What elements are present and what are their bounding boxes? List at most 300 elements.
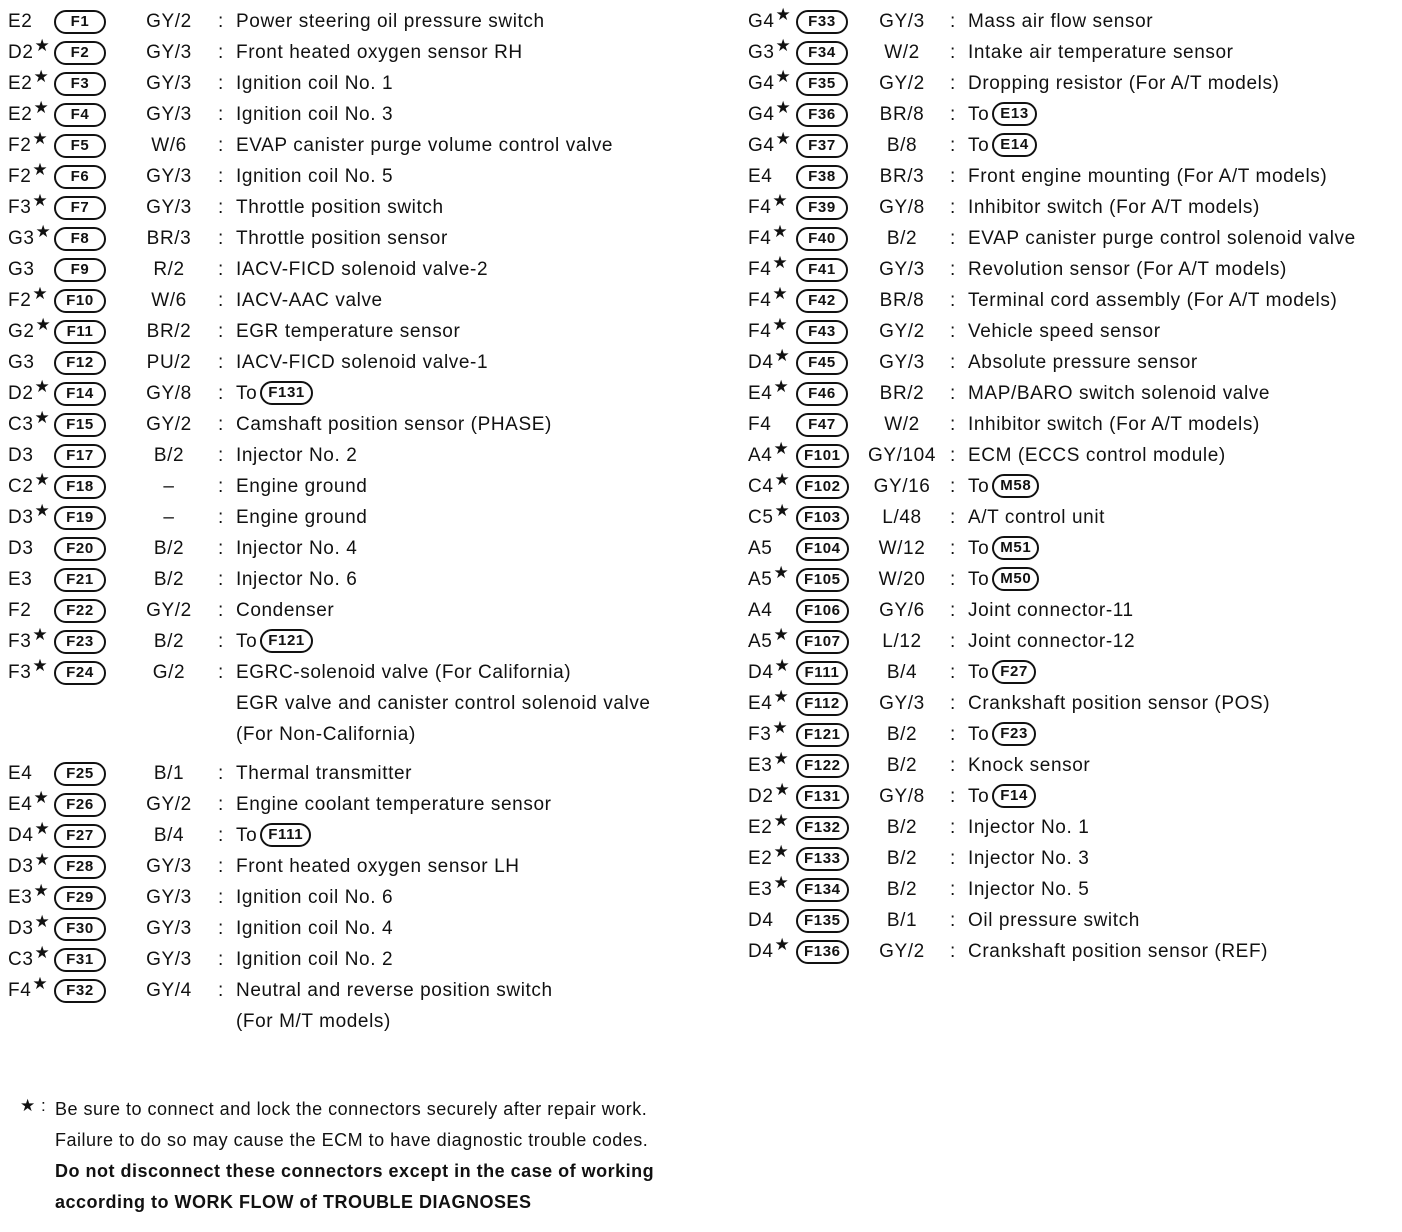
wire-spec: G/2 (152, 662, 186, 683)
separator-colon: : (950, 755, 956, 776)
connector-number: F20 (54, 537, 106, 561)
connector-badge-wrap (796, 316, 854, 347)
grid-location-text: E4 (8, 794, 33, 815)
description-line: Ignition coil No. 5 (236, 166, 394, 187)
connector-badge-wrap (796, 68, 854, 99)
referenced-connector: F23 (992, 722, 1036, 746)
connector-row (8, 192, 708, 223)
connector-description (236, 285, 708, 316)
connector-row (8, 223, 708, 254)
connector-row (748, 905, 1398, 936)
description-line: Injector No. 1 (968, 817, 1090, 838)
connector-number: F111 (796, 661, 848, 685)
connector-number: F17 (54, 444, 106, 468)
connector-number: F22 (54, 599, 106, 623)
grid-location (8, 99, 54, 130)
wire-spec: GY/104 (867, 445, 937, 466)
description-line: Thermal transmitter (236, 763, 413, 784)
grid-location-text: E2 (748, 817, 773, 838)
separator-colon: : (950, 259, 956, 280)
grid-location (8, 254, 54, 285)
separator-colon: : (218, 228, 224, 249)
connector-number: F35 (796, 72, 848, 96)
separator-colon: : (218, 42, 224, 63)
grid-location (8, 471, 54, 502)
connector-number: F27 (54, 824, 106, 848)
connector-number: F122 (796, 754, 849, 778)
star-icon: ★ (32, 974, 49, 993)
connector-row (748, 812, 1398, 843)
grid-location-text: C4 (748, 476, 774, 497)
star-icon: ★ (772, 191, 789, 210)
description-line: Camshaft position sensor (PHASE) (236, 414, 552, 435)
grid-location (748, 564, 796, 595)
description-text: To (968, 786, 990, 807)
wire-spec: GY/2 (146, 600, 192, 621)
connector-row (8, 471, 708, 502)
grid-location (8, 440, 54, 471)
connector-badge-wrap (796, 347, 854, 378)
grid-location (748, 626, 796, 657)
connector-description (968, 874, 1398, 905)
grid-location-text: F4 (748, 414, 772, 435)
star-icon: ★ (33, 67, 50, 86)
description-line: EVAP canister purge control solenoid valve (968, 228, 1356, 249)
wire-spec: GY/3 (146, 42, 192, 63)
description-text: To (968, 662, 990, 683)
connector-description (236, 161, 708, 192)
connector-number: F8 (54, 227, 106, 251)
connector-description (968, 37, 1398, 68)
connector-badge-wrap (796, 595, 854, 626)
connector-description (968, 502, 1398, 533)
star-icon: ★ (32, 656, 49, 675)
description-line (236, 378, 708, 409)
connector-badge-wrap (54, 440, 120, 471)
connector-number: F47 (796, 413, 848, 437)
connector-badge-wrap (54, 595, 120, 626)
connector-badge-wrap (54, 944, 120, 975)
description-line: Joint connector-12 (968, 631, 1136, 652)
connector-badge-wrap (54, 254, 120, 285)
grid-location (748, 254, 796, 285)
wire-spec: – (163, 476, 175, 497)
separator-colon: : (218, 197, 224, 218)
connector-row (748, 874, 1398, 905)
separator-colon: : (950, 321, 956, 342)
star-icon: ★ (774, 501, 791, 520)
connector-number: F102 (796, 475, 849, 499)
connector-row (748, 533, 1398, 564)
connector-badge-wrap (796, 409, 854, 440)
connector-row (8, 626, 708, 657)
grid-location (748, 781, 796, 812)
connector-row (748, 192, 1398, 223)
description-line: Joint connector-11 (968, 600, 1134, 621)
connector-number: F105 (796, 568, 849, 592)
grid-location (748, 471, 796, 502)
description-line: Vehicle speed sensor (968, 321, 1161, 342)
connector-number: F133 (796, 847, 849, 871)
star-icon: ★ (32, 625, 49, 644)
connector-description (236, 533, 708, 564)
grid-location-text: D4 (748, 352, 774, 373)
grid-location-text: D2 (748, 786, 774, 807)
connector-description (968, 688, 1398, 719)
description-line: Front engine mounting (For A/T models) (968, 166, 1328, 187)
description-line: Condenser (236, 600, 335, 621)
connector-badge-wrap (54, 192, 120, 223)
description-line: Crankshaft position sensor (REF) (968, 941, 1269, 962)
description-line: EGR temperature sensor (236, 321, 461, 342)
grid-location-text: A4 (748, 600, 773, 621)
connector-number: F24 (54, 661, 106, 685)
star-icon: ★ (34, 943, 51, 962)
connector-description (236, 378, 708, 409)
connector-description (236, 626, 708, 657)
grid-location-text: A4 (748, 445, 773, 466)
description-line: Throttle position sensor (236, 228, 448, 249)
separator-colon: : (950, 197, 956, 218)
referenced-connector: E14 (992, 133, 1037, 157)
wire-spec: BR/3 (146, 228, 192, 249)
wire-spec: B/4 (886, 662, 918, 683)
grid-location-text: G3 (8, 259, 35, 280)
connector-description (968, 657, 1398, 688)
wire-spec: – (163, 507, 175, 528)
referenced-connector: F111 (260, 823, 311, 847)
star-icon: ★ (773, 563, 790, 582)
referenced-connector: F14 (992, 784, 1036, 808)
separator-colon: : (950, 538, 956, 559)
wire-spec: B/2 (886, 755, 918, 776)
connector-row (8, 347, 708, 378)
connector-number: F131 (796, 785, 849, 809)
description-text: To (968, 476, 990, 497)
connector-description (968, 936, 1398, 967)
connector-number: F101 (796, 444, 849, 468)
wire-spec: W/2 (884, 414, 920, 435)
grid-location (748, 502, 796, 533)
grid-location (8, 161, 54, 192)
connector-number: F28 (54, 855, 106, 879)
separator-colon: : (950, 941, 956, 962)
separator-colon: : (218, 11, 224, 32)
connector-badge-wrap (54, 758, 120, 789)
wire-spec: GY/3 (879, 11, 925, 32)
connector-description (236, 975, 708, 1037)
grid-location-text: D2 (8, 42, 34, 63)
wire-spec: BR/8 (879, 290, 925, 311)
wire-spec: B/1 (886, 910, 918, 931)
referenced-connector: M58 (992, 474, 1039, 498)
separator-colon: : (950, 879, 956, 900)
connector-badge-wrap (54, 471, 120, 502)
grid-location-text: E4 (748, 166, 773, 187)
connector-badge-wrap (54, 851, 120, 882)
wire-spec: GY/3 (879, 352, 925, 373)
connector-row (748, 781, 1398, 812)
connector-row (748, 37, 1398, 68)
separator-colon: : (950, 104, 956, 125)
connector-number: F39 (796, 196, 848, 220)
description-text: To (968, 569, 990, 590)
connector-description (968, 316, 1398, 347)
wire-spec: L/12 (882, 631, 922, 652)
separator-colon: : (218, 569, 224, 590)
connector-number: F18 (54, 475, 106, 499)
grid-location (748, 99, 796, 130)
description-line: Knock sensor (968, 755, 1091, 776)
separator-colon: : (218, 476, 224, 497)
grid-location (748, 750, 796, 781)
grid-location (748, 874, 796, 905)
connector-number: F23 (54, 630, 106, 654)
connector-badge-wrap (54, 789, 120, 820)
grid-location (8, 975, 54, 1006)
description-line: Terminal cord assembly (For A/T models) (968, 290, 1338, 311)
star-icon: ★ (34, 408, 51, 427)
connector-badge-wrap (796, 502, 854, 533)
star-icon: ★ (774, 470, 791, 489)
connector-row (748, 502, 1398, 533)
connector-badge-wrap (54, 882, 120, 913)
grid-location-text: D4 (748, 662, 774, 683)
connector-badge-wrap (54, 913, 120, 944)
connector-badge-wrap (54, 533, 120, 564)
connector-description (236, 944, 708, 975)
grid-location (8, 944, 54, 975)
description-line: Absolute pressure sensor (968, 352, 1198, 373)
connector-row (8, 37, 708, 68)
grid-location-text: F3 (8, 631, 32, 652)
connector-description (236, 657, 708, 750)
grid-location-text: D4 (8, 825, 34, 846)
connector-row (8, 789, 708, 820)
grid-location-text: E2 (8, 11, 33, 32)
grid-location (8, 626, 54, 657)
description-line: MAP/BARO switch solenoid valve (968, 383, 1271, 404)
grid-location (8, 378, 54, 409)
separator-colon: : (950, 848, 956, 869)
connector-description (236, 851, 708, 882)
description-text: To (236, 631, 258, 652)
connector-badge-wrap (54, 975, 120, 1006)
connector-number: F45 (796, 351, 848, 375)
grid-location (748, 316, 796, 347)
star-icon: ★ (32, 284, 49, 303)
description-line: ECM (ECCS control module) (968, 445, 1226, 466)
wire-spec: R/2 (153, 259, 185, 280)
separator-colon: : (950, 569, 956, 590)
separator-colon: : (218, 980, 224, 1001)
connector-number: F25 (54, 762, 106, 786)
connector-row (748, 285, 1398, 316)
grid-location-text: F2 (8, 290, 32, 311)
grid-location (8, 223, 54, 254)
wire-spec: W/12 (878, 538, 926, 559)
star-icon: ★ (775, 98, 792, 117)
connector-badge-wrap (796, 471, 854, 502)
connector-row (8, 882, 708, 913)
grid-location-text: G4 (748, 104, 775, 125)
star-icon: ★ (773, 625, 790, 644)
star-icon: ★ (775, 5, 792, 24)
separator-colon: : (218, 887, 224, 908)
connector-badge-wrap (796, 843, 854, 874)
connector-description (236, 913, 708, 944)
description-line: Ignition coil No. 3 (236, 104, 394, 125)
separator-colon: : (218, 135, 224, 156)
connector-number: F31 (54, 948, 106, 972)
star-icon: ★ (775, 129, 792, 148)
connector-row (8, 564, 708, 595)
connector-row (8, 6, 708, 37)
grid-location-text: G2 (8, 321, 35, 342)
grid-location (748, 347, 796, 378)
grid-location (8, 913, 54, 944)
connector-badge-wrap (796, 688, 854, 719)
connector-row (8, 285, 708, 316)
separator-colon: : (218, 259, 224, 280)
separator-colon: : (218, 856, 224, 877)
separator-colon: : (950, 73, 956, 94)
connector-badge-wrap (796, 37, 854, 68)
footnote-warning-line-2: according to WORK FLOW of TROUBLE DIAGNOSES (55, 1192, 532, 1212)
connector-badge-wrap (796, 564, 854, 595)
wire-spec: BR/2 (879, 383, 925, 404)
description-line: Ignition coil No. 1 (236, 73, 394, 94)
connector-description (968, 254, 1398, 285)
description-line: Engine coolant temperature sensor (236, 794, 552, 815)
connector-number: F1 (54, 10, 106, 34)
connector-description (236, 316, 708, 347)
separator-colon: : (218, 290, 224, 311)
connector-badge-wrap (54, 347, 120, 378)
grid-location (748, 409, 796, 440)
star-icon: ★ (32, 129, 49, 148)
connector-number: F41 (796, 258, 848, 282)
referenced-connector: F131 (260, 381, 313, 405)
separator-colon: : (218, 414, 224, 435)
wire-spec: B/2 (153, 631, 185, 652)
footnote-warning-line-1: Do not disconnect these connectors except in the case of working (55, 1161, 655, 1181)
wire-spec: W/6 (151, 135, 187, 156)
grid-location-text: C5 (748, 507, 774, 528)
footnote-line-2: Failure to do so may cause the ECM to have diagnostic trouble codes. (55, 1130, 649, 1150)
grid-location (8, 758, 54, 789)
description-line: Injector No. 4 (236, 538, 358, 559)
connector-description (236, 595, 708, 626)
grid-location (748, 285, 796, 316)
wire-spec: B/2 (886, 724, 918, 745)
description-line: Neutral and reverse position switch (236, 980, 553, 1001)
separator-colon: : (950, 786, 956, 807)
connector-row (748, 564, 1398, 595)
connector-description (968, 347, 1398, 378)
connector-badge-wrap (54, 161, 120, 192)
connector-number: F107 (796, 630, 849, 654)
separator-colon: : (218, 321, 224, 342)
separator-colon: : (218, 662, 224, 683)
grid-location-text: G4 (748, 73, 775, 94)
separator-colon: : (950, 445, 956, 466)
separator-colon: : (218, 104, 224, 125)
separator-colon: : (218, 763, 224, 784)
footnote-star-icon: ★ : (20, 1096, 47, 1115)
star-icon: ★ (772, 253, 789, 272)
connector-badge-wrap (54, 820, 120, 851)
grid-location (748, 905, 796, 936)
description-line: Power steering oil pressure switch (236, 11, 545, 32)
grid-location (748, 440, 796, 471)
description-line: Throttle position switch (236, 197, 444, 218)
description-line: Engine ground (236, 507, 368, 528)
connector-row (8, 657, 708, 750)
grid-location (8, 789, 54, 820)
grid-location-text: F4 (8, 980, 32, 1001)
grid-location (8, 192, 54, 223)
star-icon: ★ (775, 36, 792, 55)
connector-row (8, 820, 708, 851)
connector-number: F34 (796, 41, 848, 65)
description-line: Front heated oxygen sensor RH (236, 42, 523, 63)
grid-location-text: F4 (748, 321, 772, 342)
wire-spec: BR/3 (879, 166, 925, 187)
connector-badge-wrap (54, 223, 120, 254)
connector-number: F11 (54, 320, 106, 344)
grid-location-text: E3 (8, 887, 33, 908)
connector-badge-wrap (54, 68, 120, 99)
connector-row (748, 936, 1398, 967)
separator-colon: : (950, 135, 956, 156)
separator-colon: : (218, 600, 224, 621)
referenced-connector: M50 (992, 567, 1039, 591)
description-line (968, 533, 1398, 564)
connector-row (748, 316, 1398, 347)
separator-colon: : (950, 290, 956, 311)
grid-location-text: F4 (748, 228, 772, 249)
description-line (968, 564, 1398, 595)
wire-spec: B/2 (886, 879, 918, 900)
connector-badge-wrap (54, 378, 120, 409)
grid-location (748, 812, 796, 843)
wire-spec: L/48 (882, 507, 922, 528)
connector-number: F38 (796, 165, 848, 189)
connector-description (236, 440, 708, 471)
description-line: Ignition coil No. 4 (236, 918, 394, 939)
star-icon: ★ (773, 687, 790, 706)
grid-location-text: F4 (748, 197, 772, 218)
connector-description (236, 130, 708, 161)
star-icon: ★ (35, 222, 52, 241)
wire-spec: GY/8 (879, 197, 925, 218)
connector-row (748, 750, 1398, 781)
connector-description (968, 812, 1398, 843)
connector-row (8, 99, 708, 130)
separator-colon: : (950, 600, 956, 621)
referenced-connector: F27 (992, 660, 1036, 684)
connector-badge-wrap (54, 285, 120, 316)
grid-location (8, 502, 54, 533)
description-line: Dropping resistor (For A/T models) (968, 73, 1280, 94)
separator-colon: : (218, 507, 224, 528)
right-connector-list (748, 6, 1398, 967)
connector-row (748, 99, 1398, 130)
grid-location (8, 68, 54, 99)
wire-spec: B/2 (886, 228, 918, 249)
connector-number: F2 (54, 41, 106, 65)
